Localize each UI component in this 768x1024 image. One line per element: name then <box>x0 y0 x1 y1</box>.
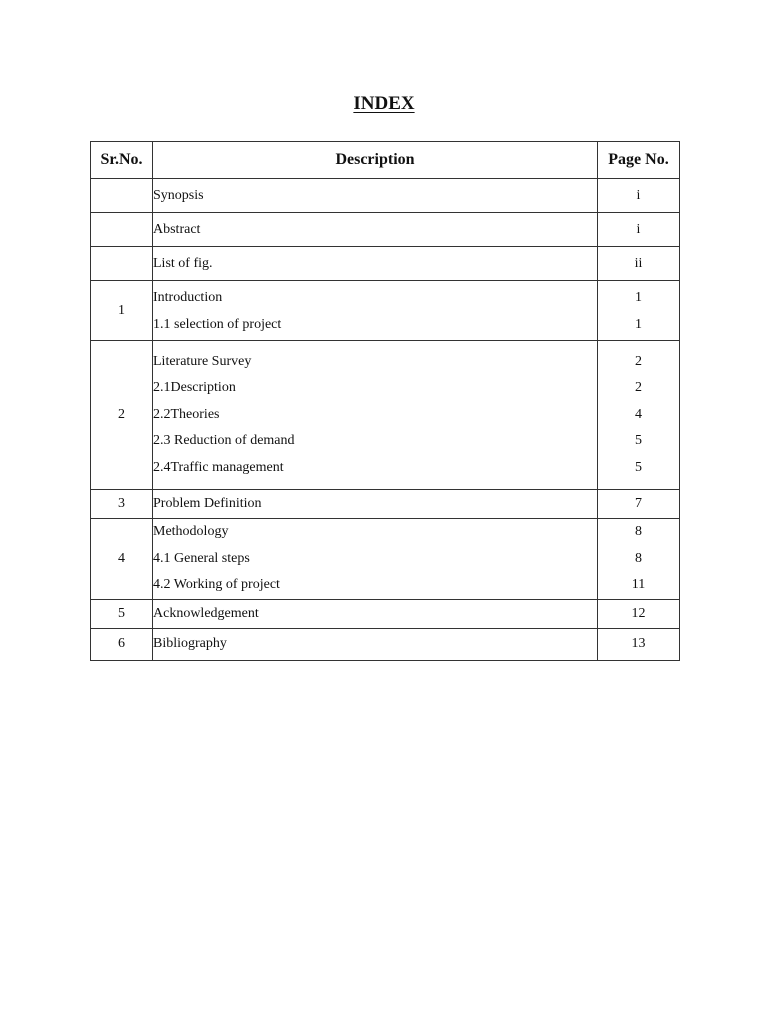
description-cell <box>153 599 598 628</box>
entry-page: 1 <box>635 289 642 305</box>
entry-page: 4 <box>635 406 642 422</box>
entry-title: Introduction <box>153 289 223 305</box>
entry-page: 7 <box>635 496 642 511</box>
entry-page: i <box>636 187 641 203</box>
table-row <box>91 490 680 519</box>
header-page-no: Page No. <box>598 142 680 179</box>
index-table <box>90 141 680 661</box>
sr-cell: 2 <box>91 341 153 490</box>
description-cell <box>153 490 598 519</box>
entry-page: 5 <box>635 433 642 449</box>
sr-cell: 5 <box>91 599 153 628</box>
page-cell <box>598 341 680 490</box>
description-cell <box>153 213 598 247</box>
page-cell <box>598 599 680 628</box>
sr-cell: 6 <box>91 628 153 660</box>
sr-cell: 4 <box>91 519 153 600</box>
sr-cell <box>91 247 153 281</box>
entry-page: 2 <box>635 380 642 396</box>
entry-page: 1 <box>635 316 642 332</box>
entry-title: 2.1Description <box>153 380 236 396</box>
table-row <box>91 247 680 281</box>
description-cell <box>153 281 598 341</box>
header-description: Description <box>153 142 598 179</box>
entry-title: 1.1 selection of project <box>153 316 282 332</box>
entry-title: Methodology <box>153 524 229 539</box>
table-row <box>91 599 680 628</box>
sr-cell: 3 <box>91 490 153 519</box>
table-row <box>91 519 680 600</box>
entry-title: Acknowledgement <box>153 605 259 621</box>
table-row <box>91 628 680 660</box>
description-cell <box>153 519 598 600</box>
entry-page: 2 <box>635 353 642 369</box>
entry-page: 8 <box>635 550 642 566</box>
entry-title: Bibliography <box>153 636 227 651</box>
entry-title: List of fig. <box>153 255 213 271</box>
entry-page: ii <box>634 255 643 271</box>
entry-page: i <box>636 221 641 237</box>
entry-title: 2.2Theories <box>153 406 220 422</box>
header-sr-no: Sr.No. <box>91 142 153 179</box>
entry-title: Problem Definition <box>153 496 262 511</box>
page-cell <box>598 490 680 519</box>
description-cell <box>153 247 598 281</box>
page-cell <box>598 179 680 213</box>
table-header-row <box>91 142 680 179</box>
entry-page: 5 <box>635 459 642 475</box>
page-cell <box>598 281 680 341</box>
description-cell <box>153 628 598 660</box>
sr-cell <box>91 213 153 247</box>
page-cell <box>598 247 680 281</box>
entry-page: 12 <box>631 605 646 621</box>
table-row <box>91 213 680 247</box>
entry-page: 13 <box>631 636 646 651</box>
entry-page: 11 <box>631 577 646 592</box>
page-cell <box>598 628 680 660</box>
page-title: INDEX <box>353 93 415 114</box>
description-cell <box>153 341 598 490</box>
entry-title: Abstract <box>153 221 201 237</box>
sr-cell: 1 <box>91 281 153 341</box>
entry-title: 4.2 Working of project <box>153 577 280 592</box>
entry-title: 2.3 Reduction of demand <box>153 433 295 449</box>
sr-cell <box>91 179 153 213</box>
entry-title: 2.4Traffic management <box>153 459 284 475</box>
page-cell <box>598 519 680 600</box>
table-row <box>91 341 680 490</box>
page-cell <box>598 213 680 247</box>
entry-title: Literature Survey <box>153 353 252 369</box>
table-row <box>91 281 680 341</box>
entry-title: Synopsis <box>153 187 204 203</box>
entry-title: 4.1 General steps <box>153 550 250 566</box>
description-cell <box>153 179 598 213</box>
entry-page: 8 <box>635 524 642 539</box>
table-row <box>91 179 680 213</box>
